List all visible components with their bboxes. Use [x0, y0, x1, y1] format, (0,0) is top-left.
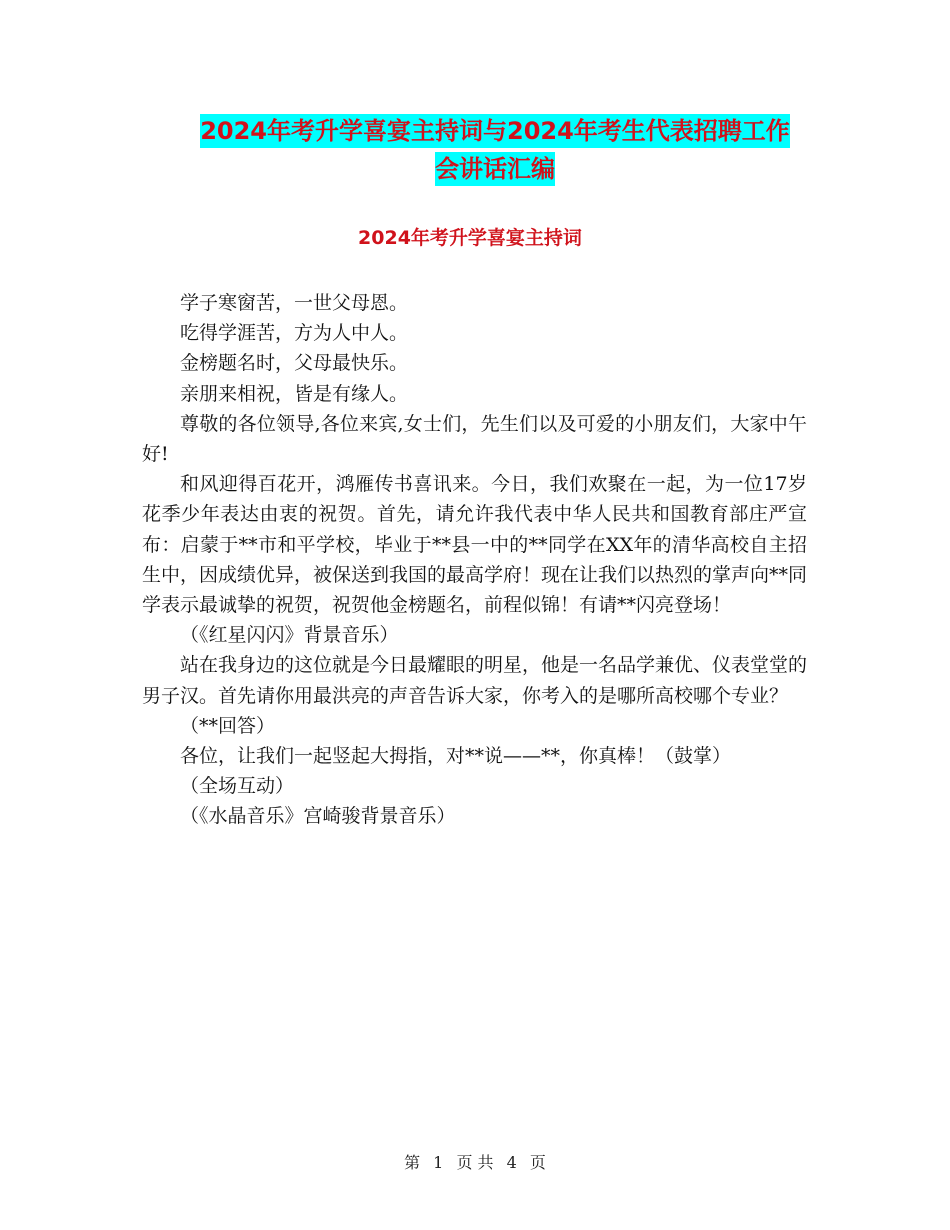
document-body: [142, 288, 807, 832]
paragraph: （《水晶音乐》宫崎骏背景音乐）: [180, 805, 456, 828]
section-title: 2024年考升学喜宴主持词: [358, 227, 582, 249]
paragraph: 金榜题名时，父母最快乐。: [180, 352, 409, 375]
paragraph: （**回答）: [180, 714, 276, 737]
page-footer: [0, 1152, 950, 1174]
page-number: 1: [433, 1153, 444, 1172]
paragraph: 尊敬的各位领导,各位来宾,女士们，先生们以及可爱的小朋友们，大家中午好!: [142, 412, 807, 466]
paragraph: 亲朋来相祝，皆是有缘人。: [180, 382, 409, 405]
document-title-line2: 会讲话汇编: [435, 152, 555, 186]
total-pages: 4: [506, 1153, 517, 1172]
paragraph: 和风迎得百花开，鸿雁传书喜讯来。今日，我们欢聚在一起，为一位17岁花季少年表达由衷的祝贺。首先，请允许我代表中华人民共和国教育部庄严宣布：启蒙于**市和平学校，毕业于**县一中的**同学在XX年的清华高校自主招生中，因成绩优异，被保送到我国的最高学府！现在让我们以热烈的掌声向**同学表示最诚挚的祝贺，祝贺他金榜题名，前程似锦！有请**闪亮登场！: [142, 473, 808, 617]
paragraph: 站在我身边的这位就是今日最耀眼的明星，他是一名品学兼优、仪表堂堂的男子汉。首先请你用最洪亮的声音告诉大家，你考入的是哪所高校哪个专业？: [142, 654, 808, 707]
paragraph: 各位，让我们一起竖起大拇指，对**说——**，你真棒！（鼓掌）: [180, 745, 732, 768]
document-title-line1: 2024年考升学喜宴主持词与2024年考生代表招聘工作: [200, 114, 790, 148]
paragraph: 学子寒窗苦，一世父母恩。: [180, 292, 409, 314]
footer-suffix: 页: [529, 1153, 546, 1172]
paragraph: 吃得学涯苦，方为人中人。: [180, 322, 409, 345]
document-title: [140, 112, 850, 188]
paragraph: （《红星闪闪》背景音乐）: [180, 624, 399, 647]
footer-middle: 页 共: [456, 1153, 494, 1172]
footer-prefix: 第: [404, 1153, 421, 1172]
paragraph: （全场互动）: [180, 775, 295, 798]
